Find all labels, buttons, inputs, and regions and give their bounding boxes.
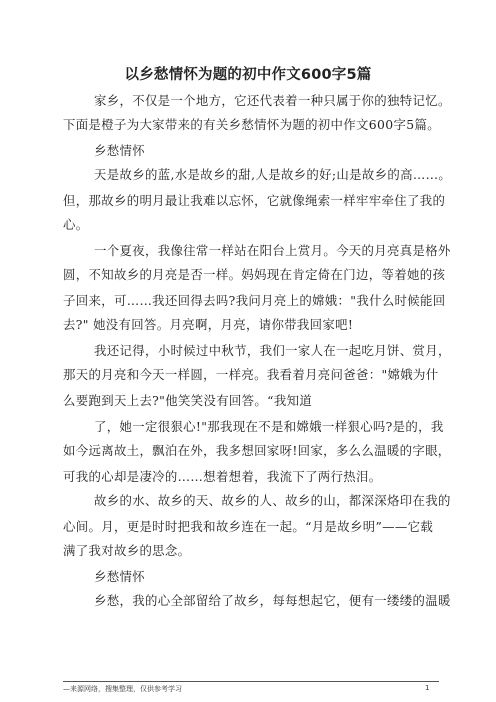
body-line: 满了我对故乡的思念。 xyxy=(63,543,191,558)
page-title: 以乡愁情怀为题的初中作文600字5篇 xyxy=(124,67,372,83)
footer-source-note: —来源网络，搜集整理，仅供参考学习 xyxy=(63,685,182,693)
body-line: 去?" 她没有回答。月亮啊，月亮，请你带我回家吧! xyxy=(63,317,354,332)
body-line: 乡愁，我的心全部留给了故乡，每每想起它，便有一缕缕的温暖 xyxy=(94,593,451,608)
body-line: 故乡的水、故乡的天、故乡的人、故乡的山，都深深烙印在我的 xyxy=(94,493,451,508)
body-line: 下面是橙子为大家带来的有关乡愁情怀为题的初中作文600字5篇。 xyxy=(63,117,440,132)
body-line: 么要跑到天上去?"他笑笑没有回答。“我知道 xyxy=(63,393,313,408)
body-line: 我还记得，小时候过中秋节，我们一家人在一起吃月饼、赏月， xyxy=(94,343,451,358)
body-line: 家乡，不仅是一个地方，它还代表着一种只属于你的独特记忆。 xyxy=(94,93,451,108)
body-line: 心。 xyxy=(63,217,89,232)
page-number: 1 xyxy=(425,684,430,692)
body-line: 子回来，可……我还回得去吗?我问月亮上的嫦娥："我什么时候能回 xyxy=(63,293,446,308)
body-line: 了，她一定很狠心!"那我现在不是和嫦娥一样狠心吗?是的，我 xyxy=(94,419,444,434)
footer-divider xyxy=(63,681,439,682)
body-line: 但，那故乡的明月最让我难以忘怀，它就像绳索一样牢牢牵住了我的 xyxy=(63,193,446,208)
body-line: 天是故乡的蓝,水是故乡的甜,人是故乡的好;山是故乡的高……。 xyxy=(94,167,452,182)
body-line: 一个夏夜，我像往常一样站在阳台上赏月。今天的月亮真是格外 xyxy=(94,243,451,258)
body-line: 圆，不知故乡的月亮是否一样。妈妈现在肯定倚在门边，等着她的孩 xyxy=(63,267,446,282)
section-heading: 乡愁情怀 xyxy=(94,143,145,158)
body-line: 心间。月，更是时时把我和故乡连在一起。“月是故乡明”——它载 xyxy=(63,519,434,534)
section-heading: 乡愁情怀 xyxy=(94,569,145,584)
body-line: 可我的心却是凄冷的……想着想着，我流下了两行热泪。 xyxy=(63,469,382,484)
body-line: 如今远离故土，飘泊在外，我多想回家呀!回家，多么么温暖的字眼， xyxy=(63,443,451,458)
body-line: 那天的月亮和今天一样圆，一样亮。我看着月亮问爸爸："嫦娥为什 xyxy=(63,367,439,382)
